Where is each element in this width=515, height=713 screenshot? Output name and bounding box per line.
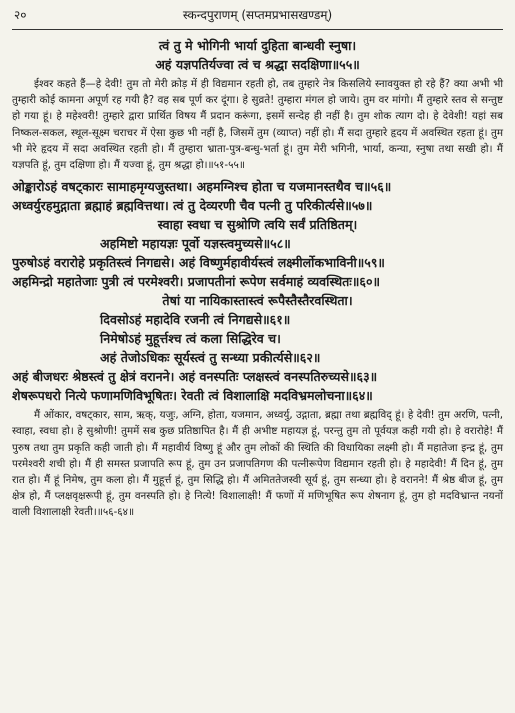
verse-line: पुरुषोऽहं वरारोहे प्रकृतिस्त्वं निगद्यसे। अहं विष्णुर्महावीर्यस्त्वं लक्ष्मीर्लोकभाविनी॥५९॥: [12, 255, 385, 271]
verse-line: अहं बीजधरः श्रेष्ठस्त्वं तु क्षेत्रं वरानने। अहं वनस्पतिः प्लक्षस्त्वं वनस्पतिरुच्यसे॥६३॥: [12, 369, 378, 385]
verse-line: दिवसोऽहं महादेवि रजनी त्वं निगद्यसे॥६१॥: [100, 312, 291, 328]
verse-line: अहं तेजोऽधिकः सूर्यस्त्वं तु सन्ध्या प्रकीर्त्यसे॥६२॥: [100, 350, 321, 366]
verse-line: अहं यज्ञपतिर्यज्वा त्वं च श्रद्धा सदक्षिणा॥५५॥: [155, 57, 360, 72]
verse-line: अहमिन्द्रो महातेजाः पुत्री त्वं परमेश्वरी। प्रजापतीनां रूपेण सर्वमाहं व्यवस्थितः॥६०॥: [12, 274, 381, 290]
page-header: [12, 6, 503, 28]
verse-line: अध्वर्युरहमुद्गाता ब्रह्माहं ब्रह्मवित्तथा। त्वं तु देव्यरणी चैव पत्नी तु परिकीर्त्यसे॥५७॥: [12, 198, 373, 214]
header-rule: [12, 29, 503, 30]
verse-line: त्वं तु मे भोगिनी भार्या दुहिता बान्धवी स्नुषा।: [158, 38, 357, 53]
verse-line: ओङ्कारोऽहं वषट्कारः सामाहमृग्यजुस्तथा। अहमग्निश्च होता च यजमानस्तथैव च॥५६॥: [12, 179, 392, 195]
verse-line: स्वाहा स्वधा च सुश्रोणि त्वयि सर्वं प्रतिष्ठितम्।: [157, 217, 358, 233]
translation-paragraph: ईश्वर कहते हैं—हे देवी! तुम तो मेरी क्रोड़ में ही विद्यमान रहती हो, तब तुम्हारे नेत्र किसलिये स्नावयुक्त हो रहे हैं? क्या अभी भी तुम्हारी कोई कामना अपूर्ण रह गयी है? वह सब पूर्ण कर दूंगा। हे सुव्रते! तुम्हारा मंगल हो जाये। तुम वर मांगो। मैं तुम्हारे स्तव से सन्तुष्ट हो गया हूं। हे महेश्वरी! तुम्हारे द्वारा प्रार्थित विषय मैं प्रदान करूंगा, इसमें सन्देह ही नहीं है। तुम शोक त्याग दो। हे देवेशी! यहां सब निष्कल-सकल, स्थूल-सूक्ष्म चराचर में ऐसा कुछ भी नहीं है, जिसमें तुम (व्याप्त) नहीं हो। मैं सदा तुम्हारे हृदय में अवस्थित रहता हूं। तुम भी मेरे हृदय में सदा अवस्थित रहती हो। मैं तुम्हारा भ्राता-पुत्र-बन्धु-भर्ता हूं। तुम मेरी भगिनी, भार्या, कन्या, स्नुषा तथा सखी हो। मैं यज्ञपति हूं, तुम दक्षिणा हो। मैं यज्वा हूं, तुम श्रद्धा हो।॥५१-५५॥: [12, 78, 503, 172]
verse-line: अहमिष्टो महायज्ञः पूर्वो यज्ञस्त्वमुच्यसे॥५८॥: [100, 236, 291, 252]
page-number: २०: [14, 8, 27, 22]
running-title: स्कन्दपुराणम् (सप्तमप्रभासखण्डम्): [182, 8, 333, 22]
verse-line: शेषरूपधरो नित्ये फणामणिविभूषितः। रेवती त्वं विशालाक्षि मदविभ्रमलोचना॥६४॥: [12, 388, 373, 404]
verse-line: तेषां या नायिकास्तास्त्वं रूपैस्तैस्तैरवस्थिता।: [162, 293, 353, 309]
translation-paragraph: मैं ओंकार, वषट्कार, साम, ऋक्, यजुः, अग्नि, होता, यजमान, अध्वर्यु, उद्गाता, ब्रह्मा तथा ब्रह्मविद् हूं। हे देवी! तुम अरणि, पत्नी, स्वाहा, स्वधा हो। हे सुश्रोणी! तुममें सब कुछ प्रतिष्ठापित है। मैं ही अभीष्ट महायज्ञ हूं, परन्तु तुम तो पूर्वयज्ञ कही गयी हो। हे वरारोहे! मैं पुरुष तथा तुम प्रकृति कही जाती हो। मैं महावीर्य विष्णु हूं और तुम लोकों की स्थिति की विधायिका लक्ष्मी हो। मैं महातेजा इन्द्र हूं, तुम परमेश्वरी शची हो। मैं ही समस्त प्रजापति रूप हूं, तुम उन प्रजापतिगण की पत्नीरूपेण विद्यमान रहती हो। हे महादेवी! मैं दिन हूं, तुम रात हो। मैं हूं निमेष, तुम कला हो। मैं मुहूर्त्त हूं, तुम सिद्धि हो। मैं अमिततेजस्वी सूर्य हूं, तुम सन्ध्या हो। हे वरानने! मैं श्रेष्ठ बीज हूं, तुम क्षेत्र हो, मैं प्लक्षवृक्षरूपी हूं, तुम वनस्पति हो। हे नित्ये! विशालाक्षी! मैं फणों में मणिभूषित रूप शेषनाग हूं, तुम हो मदविभ्रान्त नयनों वाली विशालाक्षी रेवती।॥५६-६४॥: [12, 409, 503, 519]
verse-block: [12, 177, 503, 405]
verse-line: निमेषोऽहं मुहूर्त्तश्च त्वं कला सिद्धिरेव च।: [100, 331, 281, 347]
